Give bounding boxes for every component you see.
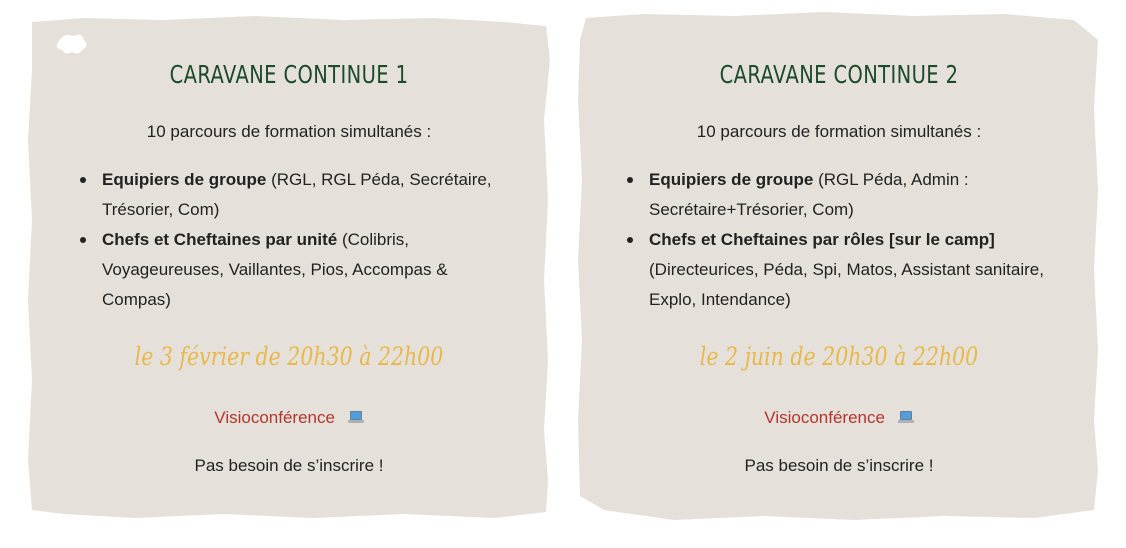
no-registration-note: Pas besoin de s’inscrire ! [744, 456, 934, 475]
event-date: le 3 février de 20h30 à 22h00 [134, 342, 444, 371]
laptop-icon [348, 410, 364, 424]
card-intro: 10 parcours de formation simultanés : [146, 122, 432, 141]
no-registration-note: Pas besoin de s’inscrire ! [194, 456, 384, 475]
visio-label[interactable]: Visioconférence [764, 408, 885, 427]
event-card-1 [24, 0, 554, 530]
item-heading: Chefs et Cheftaines par unité [102, 230, 338, 249]
visio-label[interactable]: Visioconférence [214, 408, 335, 427]
course-list [80, 165, 500, 315]
item-heading: Chefs et Cheftaines par rôles [sur le camp] [649, 230, 995, 249]
list-item [80, 225, 500, 315]
bullet-icon [80, 177, 86, 183]
item-text: (Directeurices, Péda, Spi, Matos, Assistant sanitaire, Explo, Intendance) [649, 260, 1044, 309]
item-text: (RGL, RGL Péda, Secrétaire, Trésorier, Com) [102, 170, 492, 219]
visio-link[interactable] [24, 406, 554, 430]
list-item [627, 165, 1047, 225]
item-heading: Equipiers de groupe [649, 170, 814, 189]
item-text: (Colibris, Voyageureuses, Vaillantes, Pios, Accompas & Compas) [102, 230, 448, 309]
list-item [80, 165, 500, 225]
list-item [627, 225, 1047, 315]
card-title: CARAVANE CONTINUE 2 [719, 60, 959, 89]
item-text: (RGL Péda, Admin : Secrétaire+Trésorier, Com) [649, 170, 969, 219]
laptop-icon [898, 410, 914, 424]
event-card-2 [574, 0, 1104, 530]
event-date: le 2 juin de 20h30 à 22h00 [699, 342, 979, 371]
bullet-icon [627, 177, 633, 183]
bullet-icon [627, 237, 633, 243]
visio-link[interactable] [574, 406, 1104, 430]
item-heading: Equipiers de groupe [102, 170, 267, 189]
bullet-icon [80, 237, 86, 243]
card-title: CARAVANE CONTINUE 1 [169, 60, 409, 89]
card-intro: 10 parcours de formation simultanés : [696, 122, 982, 141]
course-list [627, 165, 1047, 315]
